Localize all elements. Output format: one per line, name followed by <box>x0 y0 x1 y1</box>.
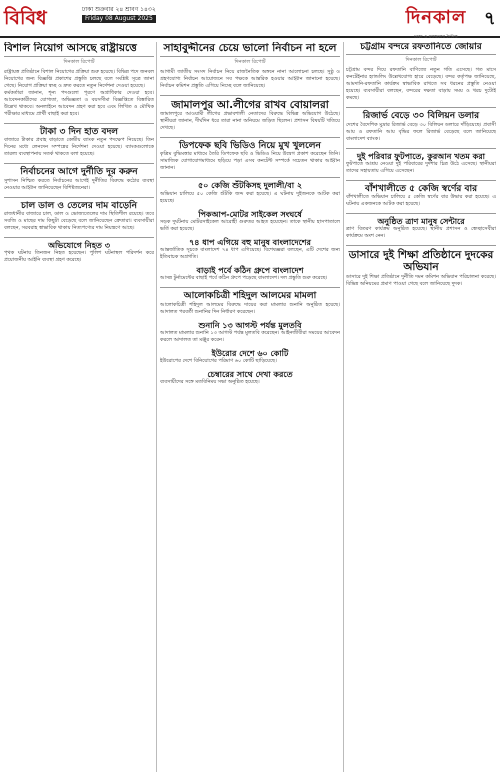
story <box>160 291 340 315</box>
story-headline[interactable]: ৭৪ ধাপ এগিয়ে বহু মানুষ বাংলাদেশের <box>189 237 311 247</box>
brand-name: দিনকাল <box>405 7 467 28</box>
story <box>346 249 496 287</box>
story-body: ইউরোপের দেশে বিনিয়োগের পরিমাণ ৬০ কোটি ছাড়িয়েছে। <box>160 357 277 364</box>
story <box>160 238 340 261</box>
section-title: বিবিধ <box>4 7 47 29</box>
divider <box>4 237 154 238</box>
story-lead-middle <box>160 42 340 90</box>
story-headline[interactable]: নির্বাচনের আগে দুর্নীতি দূর করুন <box>20 167 138 178</box>
story-headline[interactable]: চেম্বারের সাথে দেখা করতে <box>207 369 293 379</box>
story-body: আলোকচিত্রী শহিদুল আলমের বিরুদ্ধে দায়ের করা মামলার শুনানি অনুষ্ঠিত হয়েছে। আদালত পরবর্তী শুনানির দিন নির্ধারণ করেছেন। <box>160 301 340 315</box>
story-headline[interactable]: ডিপফেক ছবি ভিডিও নিয়ে মুখ খুললেন <box>179 141 321 152</box>
divider <box>4 163 154 164</box>
story <box>160 370 340 386</box>
divider <box>4 197 154 198</box>
story-headline[interactable]: ডাসারে দুই শিক্ষা প্রতিষ্ঠানে দুদকের অভিযান <box>348 249 494 274</box>
divider <box>346 107 496 108</box>
story-headline[interactable]: রিজার্ভ বেড়ে ৩০ বিলিয়ন ডলার <box>362 111 480 122</box>
story <box>160 141 340 172</box>
story <box>160 210 340 233</box>
story <box>346 111 496 142</box>
story-body: বাঁশখালীতে অভিযান চালিয়ে ৫ কেজি স্বর্ণের বার উদ্ধার করা হয়েছে। এ ঘটনায় একজনকে আটক করা হয়েছে। <box>346 194 496 208</box>
story <box>4 241 154 264</box>
story <box>346 184 496 208</box>
story-body: আগামী জাতীয় সংসদ নির্বাচন নিয়ে রাজনৈতিক অঙ্গনে নানা আলোচনা চলছে। সুষ্ঠু ও গ্রহণযোগ্য নির্বাচন আয়োজনে সব পক্ষকে আন্তরিক হওয়ার আহ্বান জানানো হয়েছে। নির্বাচন কমিশন প্রস্তুতি এগিয়ে নিচ্ছে বলে জানিয়েছে। <box>160 69 340 90</box>
left-column <box>4 42 154 772</box>
date-bengali: ঢাকা শুক্রবার ২৪ শ্রাবণ ১৪৩২ <box>82 6 156 13</box>
story-headline[interactable]: অভিযোগে নিহত ৩ <box>48 241 110 251</box>
divider <box>160 177 340 178</box>
story <box>4 167 154 191</box>
story <box>160 321 340 344</box>
story-body: ব্যবসায়ীদের সঙ্গে মতবিনিময় সভা অনুষ্ঠিত হয়েছে। <box>160 379 260 386</box>
story-body: সুশাসন নিশ্চিত করতে নির্বাচনের আগেই দুর্নীতির বিরুদ্ধে কঠোর ব্যবস্থা নেওয়ার আহ্বান জানিয়েছেন বিশিষ্টজনেরা। <box>4 177 154 191</box>
story-headline[interactable]: বাঁশখালীতে ৫ কেজি স্বর্ণের বার <box>364 183 478 194</box>
story-body: অভিযান চালিয়ে ৫০ কেজি শুঁটকি জব্দ করা হয়েছে। এ ঘটনায় দুইজনকে আটক করা হয়েছে। <box>160 190 340 204</box>
story-headline[interactable]: পিকআপ-মোটর সাইকেল সংঘর্ষে <box>198 209 302 219</box>
story-body: ডাসারে দুই শিক্ষা প্রতিষ্ঠানে দুর্নীতি দমন কমিশন অভিযান পরিচালনা করেছে। বিভিন্ন অনিয়মের প্রমাণ পাওয়া গেছে বলে জানিয়েছে দুদক। <box>346 273 496 287</box>
story-headline[interactable]: শুনানি ১৩ আগস্ট পর্যন্ত মুলতবি <box>198 320 302 330</box>
story-body: ত্রাণ বিতরণ কার্যক্রম অনুষ্ঠিত হয়েছে। স্থানীয় প্রশাসন ও স্বেচ্ছাসেবীরা কার্যক্রমে অংশ নেন। <box>346 226 496 240</box>
story-body: পৃথক ঘটনায় তিনজন নিহত হয়েছেন। পুলিশ ঘটনাস্থল পরিদর্শন করে প্রয়োজনীয় আইনি ব্যবস্থা গ্রহণ করেছে। <box>4 250 154 264</box>
divider <box>160 137 340 138</box>
story-headline[interactable]: সাহাবুদ্দীনের চেয়ে ভালো নির্বাচন না হলে <box>160 42 340 57</box>
story-headline[interactable]: দুই পরিবার ফুটপাতে, কুরআন খতম করা <box>357 151 485 161</box>
dateline <box>82 6 156 23</box>
story-byline: দিনকাল রিপোর্ট <box>405 57 437 64</box>
divider <box>346 148 496 149</box>
story-headline[interactable]: ইউরোর দেশে ৬০ কোটি <box>211 348 289 358</box>
story-body: কৃত্রিম বুদ্ধিমত্তার মাধ্যমে তৈরি ডিপফেক ছবি ও ভিডিও নিয়ে উদ্বেগ প্রকাশ করেছেন তিনি। সামাজিক যোগাযোগমাধ্যমে ছড়িয়ে পড়া এসব কনটেন্ট সম্পর্কে সচেতন থাকার আহ্বান জানান। <box>160 151 340 172</box>
column-divider <box>156 42 157 772</box>
divider <box>346 180 496 181</box>
story <box>346 217 496 240</box>
story-byline: দিনকাল রিপোর্ট <box>63 59 95 66</box>
story <box>160 181 340 204</box>
brand-tagline: ঢাকা ও মফস্বলের দৈনিক <box>414 35 458 40</box>
story-byline: দিনকাল রিপোর্ট <box>234 59 266 66</box>
column-divider <box>343 42 344 772</box>
divider <box>160 287 340 288</box>
right-column <box>346 42 496 772</box>
story-body: চট্টগ্রাম বন্দর দিয়ে রফতানি বাণিজ্যে নতুন গতি এসেছে। গত মাসে কনটেইনার হ্যান্ডলিং উল্লেখযোগ্য হারে বেড়েছে। বন্দর কর্তৃপক্ষ জানিয়েছে, আমদানি-রফতানি কার্যক্রম স্বাভাবিক রাখতে সব ধরনের প্রস্তুতি নেওয়া হয়েছে। ব্যবসায়ীরা বলছেন, বন্দরের দক্ষতা বাড়ায় সময় ও খরচ দুটোই কমছে। <box>346 67 496 102</box>
story-body: দেশের বৈদেশিক মুদ্রার রিজার্ভ বেড়ে ৩০ বিলিয়ন ডলারে দাঁড়িয়েছে। প্রবাসী আয় ও রফতানি আয় বৃদ্ধির ফলে রিজার্ভ বেড়েছে বলে জানিয়েছে বাংলাদেশ ব্যাংক। <box>346 121 496 142</box>
story-body: ফুটপাতে আশ্রয় নেওয়া দুই পরিবারের দুর্দশার চিত্র উঠে এসেছে। স্থানীয়রা তাদের সহায়তায় এগিয়ে এসেছেন। <box>346 160 496 174</box>
divider <box>160 95 340 96</box>
story-body: বাজারে টাকার প্রবাহ বাড়াতে কেন্দ্রীয় ব্যাংক নতুন পদক্ষেপ নিয়েছে। তিন দিনের মধ্যে লেনদেন সম্পন্নের নির্দেশনা দেওয়া হয়েছে। ব্যাংকগুলোকে তারল্য ব্যবস্থাপনায় সতর্ক থাকতে বলা হয়েছে। <box>4 137 154 158</box>
story-body: আন্তর্জাতিক সূচকে বাংলাদেশ ৭৪ ধাপ এগিয়েছে। বিশেষজ্ঞরা বলছেন, এটি দেশের জন্য ইতিবাচক অগ্রগতি। <box>160 247 340 261</box>
masthead <box>0 0 500 38</box>
story-body: আসন্ন টুর্নামেন্টের বাছাই পর্বে কঠিন গ্রুপে পড়েছে বাংলাদেশ। দল প্রস্তুতি শুরু করেছে। <box>160 275 328 282</box>
story <box>4 201 154 232</box>
story <box>4 127 154 158</box>
story-body: আদালত মামলার শুনানি ১৩ আগস্ট পর্যন্ত মুলতবি করেছেন। আইনজীবীরা সময়ের আবেদন করলে আদালত তা মঞ্জুর করেন। <box>160 329 340 343</box>
story-body: কর্মকর্তারা জানান, শূন্য পদগুলো পূরণে অগ্রাধিকার দেওয়া হবে। আবেদনকারীদের যোগ্যতা, অভিজ্ঞতা ও বয়সসীমা বিজ্ঞপ্তিতে বিস্তারিত উল্লেখ থাকবে। অনলাইনে আবেদন গ্রহণ করা হবে এবং লিখিত ও মৌখিক পরীক্ষার মাধ্যমে প্রার্থী বাছাই করা হবে। <box>4 90 154 118</box>
story-body: জামালপুরে আওয়ামী লীগের প্রভাবশালী নেতাদের বিরুদ্ধে বিভিন্ন অভিযোগ উঠেছে। স্থানীয়রা জানান, দীর্ঘদিন ধরে তারা নানা অনিয়মে জড়িত ছিলেন। প্রশাসন বিষয়টি খতিয়ে দেখছে। <box>160 111 340 132</box>
story-headline[interactable]: অনুষ্ঠিত ত্রাণ মানুষ সেন্টারে <box>377 217 465 227</box>
story-body: সড়ক দুর্ঘটনায় মোটরসাইকেল আরোহী গুরুতর আহত হয়েছেন। তাকে স্থানীয় হাসপাতালে ভর্তি করা হয়েছে। <box>160 218 340 232</box>
story-lead-right <box>346 42 496 102</box>
divider <box>346 213 496 214</box>
story-headline[interactable]: টাকা ৩ দিন হাত বদল <box>39 127 118 138</box>
newspaper-logo <box>392 3 480 40</box>
story-body: রাজধানীর বাজারে চাল, ডাল ও ভোজ্যতেলের দাম স্থিতিশীল রয়েছে। তবে সবজি ও মাছের দাম কিছুটা বেড়েছে বলে জানিয়েছেন ক্রেতারা। ব্যবসায়ীরা বলছেন, সরবরাহ স্বাভাবিক থাকায় নিত্যপণ্যের দাম নিয়ন্ত্রণে আছে। <box>4 211 154 232</box>
divider <box>4 123 154 124</box>
story <box>160 349 340 365</box>
story-headline[interactable]: ৫০ কেজি শুঁটকিসহ দুলালী/বা ২ <box>197 181 303 191</box>
story-headline[interactable]: চাল ডাল ও তেলের দাম বাড়েনি <box>20 200 138 211</box>
middle-column <box>160 42 340 772</box>
page-number: ৭ <box>484 8 496 29</box>
story-lead-left <box>4 42 154 118</box>
story-headline[interactable]: বাড়াই পর্বে কঠিন গ্রুপে বাংলাদেশ <box>196 266 304 276</box>
story <box>346 152 496 175</box>
story-headline[interactable]: বিশাল নিয়োগ আসছে রাষ্ট্রায়ত্তে <box>4 42 154 57</box>
story-headline[interactable]: আলোকচিত্রী শহিদুল আলমের মামলা <box>183 291 317 302</box>
story-headline[interactable]: জামালপুর আ.লীগের রাখব বোয়ালরা <box>171 99 329 112</box>
story <box>160 99 340 132</box>
story <box>160 266 340 282</box>
date-english: Friday 08 August 2025 <box>82 15 156 23</box>
divider <box>346 245 496 246</box>
story-headline[interactable]: চট্টগ্রাম বন্দরে রফতানিতে জোয়ার <box>346 42 496 55</box>
story-body: রাষ্ট্রায়ত্ত প্রতিষ্ঠানে বিশাল নিয়োগের প্রক্রিয়া শুরু হয়েছে। বিভিন্ন পদে জনবল নিয়োগের জন্য বিজ্ঞপ্তি প্রকাশের প্রস্তুতি চলছে বলে সংশ্লিষ্ট সূত্রে জানা গেছে। নিয়োগ প্রক্রিয়া স্বচ্ছ ও দ্রুত করতে নতুন নির্দেশনা দেওয়া হয়েছে। <box>4 69 154 90</box>
